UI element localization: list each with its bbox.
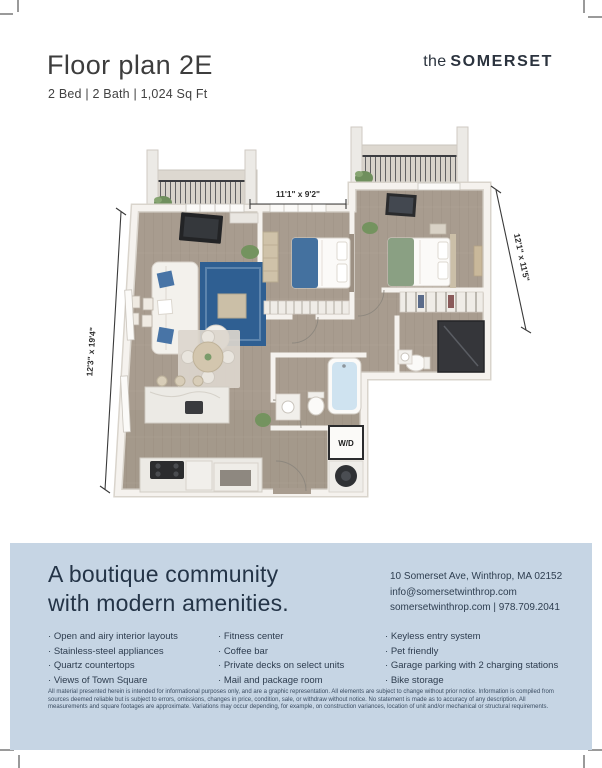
amenity-item: · Quartz countertops xyxy=(48,659,216,674)
contact-email: info@somersetwinthrop.com xyxy=(390,586,517,598)
amenity-item: · Private decks on select units xyxy=(218,659,380,674)
washer-dryer-label: W/D xyxy=(338,439,354,448)
plant xyxy=(255,413,271,427)
brand-logo-name: SOMERSET xyxy=(450,53,553,70)
amenities-column-3 xyxy=(385,630,580,688)
page-title: Floor plan 2E xyxy=(47,50,213,80)
pillow xyxy=(337,264,347,282)
plant xyxy=(241,245,259,259)
left-deck xyxy=(147,150,257,212)
nightstand xyxy=(430,224,446,234)
closet-shelf xyxy=(264,301,349,314)
walk-in-closet xyxy=(400,292,483,312)
deck-door xyxy=(418,183,460,190)
contact-block xyxy=(390,569,562,616)
pillow xyxy=(157,327,174,344)
stool xyxy=(157,376,167,386)
headline-line-2: with modern amenities. xyxy=(48,590,289,616)
svg-text:11'1" x 9'2": 11'1" x 9'2" xyxy=(275,189,321,199)
cabinet xyxy=(186,461,212,490)
pillow xyxy=(157,270,175,288)
contact-web-phone: somersetwinthrop.com | 978.709.2041 xyxy=(390,602,560,613)
info-panel xyxy=(10,543,592,750)
pillow xyxy=(337,242,347,260)
coffee-table xyxy=(218,294,246,318)
tv xyxy=(179,212,223,244)
amenity-item: · Mail and package room xyxy=(218,674,380,689)
headline-line-1: A boutique community xyxy=(48,561,279,587)
headboard xyxy=(450,234,456,288)
washer-dryer-closet xyxy=(329,426,363,459)
headline xyxy=(48,560,289,618)
amenity-item: · Fitness center xyxy=(218,630,380,645)
amenity-item: · Garage parking with 2 charging stations xyxy=(385,659,580,674)
amenity-item: · Keyless entry system xyxy=(385,630,580,645)
svg-text:12'3" x 19'4": 12'3" x 19'4" xyxy=(84,326,98,377)
stool xyxy=(175,376,185,386)
unit-specs: 2 Bed | 2 Bath | 1,024 Sq Ft xyxy=(48,87,208,101)
blanket xyxy=(292,238,318,288)
amenity-item: · Open and airy interior layouts xyxy=(48,630,216,645)
stove xyxy=(150,461,184,479)
amenity-item: · Coffee bar xyxy=(218,645,380,660)
skylight-window xyxy=(385,193,416,217)
pillow xyxy=(157,299,172,314)
pillow xyxy=(438,242,448,259)
shelf xyxy=(230,213,258,223)
right-deck xyxy=(351,127,468,189)
water-heater-closet xyxy=(329,461,363,492)
amenities-column-2 xyxy=(218,630,380,688)
contact-address: 10 Somerset Ave, Winthrop, MA 02152 xyxy=(390,571,563,582)
dresser xyxy=(263,232,278,282)
amenity-item: · Bike storage xyxy=(385,674,580,689)
closet-shelf xyxy=(400,292,483,312)
amenity-item: · Views of Town Square xyxy=(48,674,216,689)
svg-text:12'1" x 11'5": 12'1" x 11'5" xyxy=(511,232,532,283)
pillow xyxy=(438,262,448,279)
brand-logo-prefix: the xyxy=(423,53,447,70)
island-sink xyxy=(185,401,203,414)
wall-art xyxy=(474,246,482,276)
amenities-column-1 xyxy=(48,630,216,688)
toilet xyxy=(308,397,324,415)
legal-disclaimer: All material presented herein is intended for informational purposes only, and are a graphic representation. All elements are subject to change without prior notice. Information is compiled from sources deemed reliable but is subject to errors, omissions, changes in price, condition, sale, or withdraw without notice. No statement is made as to accuracy of any description. All measurements and square footages are approximate. Variations may occur depending, for example, on construction variances, location of unit and/or mechanical or structural requirements. xyxy=(48,689,554,711)
dimension-bedroom2 xyxy=(491,186,532,333)
blanket xyxy=(388,238,414,286)
amenity-item: · Pet friendly xyxy=(385,645,580,660)
stool xyxy=(193,376,203,386)
amenity-item: · Stainless-steel appliances xyxy=(48,645,216,660)
plant xyxy=(362,222,378,234)
